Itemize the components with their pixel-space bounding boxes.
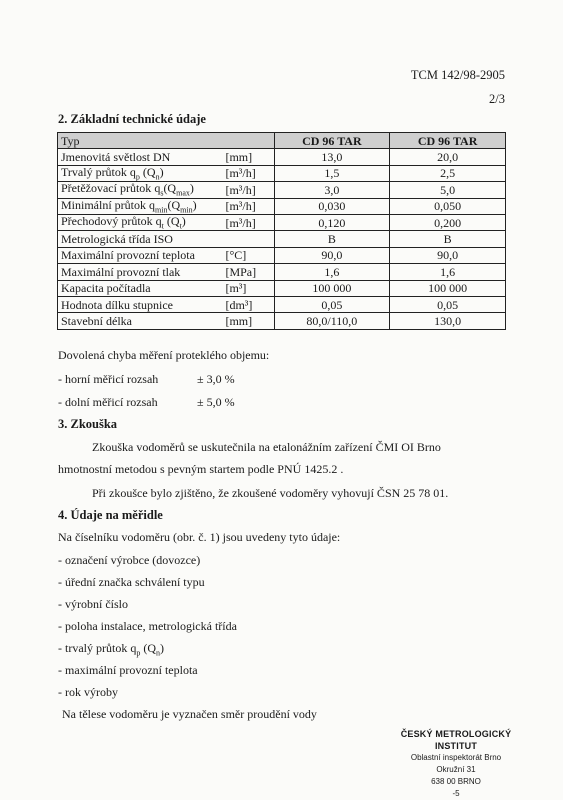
section-3-paragraph-2: Při zkoušce bylo zjištěno, že zkoušené vodoměry vyhovují ČSN 25 78 01. bbox=[92, 486, 449, 500]
section-4-closing: Na tělese vodoměru je vyznačen směr proudění vody bbox=[62, 707, 317, 721]
section-3-paragraph-1b: hmotnostní metodou s pevným startem podle PNÚ 1425.2 . bbox=[58, 462, 344, 476]
row-value-2: B bbox=[390, 231, 506, 247]
list-item: - rok výroby bbox=[58, 685, 118, 699]
document-reference: TCM 142/98-2905 bbox=[410, 68, 505, 82]
stamp-line-2: Oblastní inspektorát Brno bbox=[410, 753, 502, 762]
table-row bbox=[58, 280, 506, 296]
row-param: Přetěžovací průtok $q_s(Q_{max})$ bbox=[58, 182, 223, 198]
header-col2: CD 96 TAR bbox=[390, 133, 506, 149]
row-value-2: 130,0 bbox=[390, 313, 506, 329]
row-unit: [m³/h] bbox=[222, 198, 274, 214]
row-value-2: 100 000 bbox=[390, 280, 506, 296]
table-row bbox=[58, 214, 506, 230]
institute-stamp bbox=[381, 728, 531, 800]
list-item: - poloha instalace, metrologická třída bbox=[58, 619, 237, 633]
tolerance-intro: Dovolená chyba měření proteklého objemu: bbox=[58, 348, 270, 362]
table-row bbox=[58, 313, 506, 329]
table-row bbox=[58, 247, 506, 263]
row-param: Stavební délka bbox=[58, 313, 223, 329]
row-value-2: 0,050 bbox=[390, 198, 506, 214]
section-4-title: 4. Údaje na měřidle bbox=[58, 508, 163, 522]
row-value-2: 5,0 bbox=[390, 182, 506, 198]
list-item: - úřední značka schválení typu bbox=[58, 575, 205, 589]
row-value-2: 1,6 bbox=[390, 264, 506, 280]
technical-data-table bbox=[57, 132, 506, 330]
row-value-1: 100 000 bbox=[274, 280, 390, 296]
table-row bbox=[58, 198, 506, 214]
row-value-1: 0,120 bbox=[274, 214, 390, 230]
row-unit: [m³/h] bbox=[222, 214, 274, 230]
row-value-1: 90,0 bbox=[274, 247, 390, 263]
row-param: Maximální provozní teplota bbox=[58, 247, 223, 263]
table-row bbox=[58, 264, 506, 280]
tolerance-lower-value: ± 5,0 % bbox=[197, 395, 235, 409]
row-param: Minimální průtok $q_{min}(Q_{min})$ bbox=[58, 198, 223, 214]
list-item: - označení výrobce (dovozce) bbox=[58, 553, 201, 567]
row-unit: [m³] bbox=[222, 280, 274, 296]
row-unit: [mm] bbox=[222, 313, 274, 329]
tolerance-lower-label: - dolní měřicí rozsah bbox=[58, 395, 158, 409]
tolerance-upper-label: - horní měřicí rozsah bbox=[58, 372, 159, 386]
table-header-row bbox=[58, 133, 506, 149]
row-value-1: 80,0/110,0 bbox=[274, 313, 390, 329]
row-param: Trvalý průtok $q_p$ $(Q_n)$ bbox=[58, 165, 223, 181]
row-value-2: 0,200 bbox=[390, 214, 506, 230]
row-unit: [m³/h] bbox=[222, 182, 274, 198]
section-3-paragraph-1: Zkouška vodoměrů se uskutečnila na etalonážním zařízení ČMI OI Brno bbox=[92, 440, 441, 454]
tolerance-upper-value: ± 3,0 % bbox=[197, 372, 235, 386]
row-param: Metrologická třída ISO bbox=[58, 231, 223, 247]
table-row bbox=[58, 231, 506, 247]
section-3-title: 3. Zkouška bbox=[58, 417, 118, 431]
row-value-1: B bbox=[274, 231, 390, 247]
table-row bbox=[58, 296, 506, 312]
table-row bbox=[58, 182, 506, 198]
row-value-2: 20,0 bbox=[390, 149, 506, 165]
table-row bbox=[58, 165, 506, 181]
list-item: - výrobní číslo bbox=[58, 597, 128, 611]
section-4-intro: Na číselníku vodoměru (obr. č. 1) jsou uvedeny tyto údaje: bbox=[58, 530, 341, 544]
row-param: Jmenovitá světlost DN bbox=[58, 149, 223, 165]
stamp-line-1: ČESKÝ METROLOGICKÝ INSTITUT bbox=[400, 729, 512, 751]
row-unit: [mm] bbox=[222, 149, 274, 165]
row-value-1: 1,6 bbox=[274, 264, 390, 280]
row-value-1: 1,5 bbox=[274, 165, 390, 181]
row-value-1: 0,030 bbox=[274, 198, 390, 214]
row-unit: [MPa] bbox=[222, 264, 274, 280]
row-unit bbox=[222, 231, 274, 247]
header-col1: CD 96 TAR bbox=[274, 133, 390, 149]
page-number: 2/3 bbox=[489, 92, 505, 106]
stamp-line-4: 638 00 BRNO bbox=[431, 777, 481, 786]
row-value-1: 0,05 bbox=[274, 296, 390, 312]
row-param: Přechodový průtok $q_t$ $(Q_t)$ bbox=[58, 214, 223, 230]
row-param: Kapacita počítadla bbox=[58, 280, 223, 296]
list-item: - trvalý průtok $q_p$ $(Q_n)$ bbox=[58, 641, 164, 658]
list-item: - maximální provozní teplota bbox=[58, 663, 198, 677]
row-value-1: 13,0 bbox=[274, 149, 390, 165]
row-unit: [°C] bbox=[222, 247, 274, 263]
stamp-line-5: -5 bbox=[452, 789, 460, 798]
row-value-2: 2,5 bbox=[390, 165, 506, 181]
row-value-2: 90,0 bbox=[390, 247, 506, 263]
stamp-line-3: Okružní 31 bbox=[436, 765, 476, 774]
row-value-2: 0,05 bbox=[390, 296, 506, 312]
section-2-title: 2. Základní technické údaje bbox=[58, 112, 206, 126]
row-param: Maximální provozní tlak bbox=[58, 264, 223, 280]
row-param: Hodnota dílku stupnice bbox=[58, 296, 223, 312]
row-value-1: 3,0 bbox=[274, 182, 390, 198]
row-unit: [dm³] bbox=[222, 296, 274, 312]
header-param: Typ bbox=[58, 133, 275, 149]
table-row bbox=[58, 149, 506, 165]
row-unit: [m³/h] bbox=[222, 165, 274, 181]
